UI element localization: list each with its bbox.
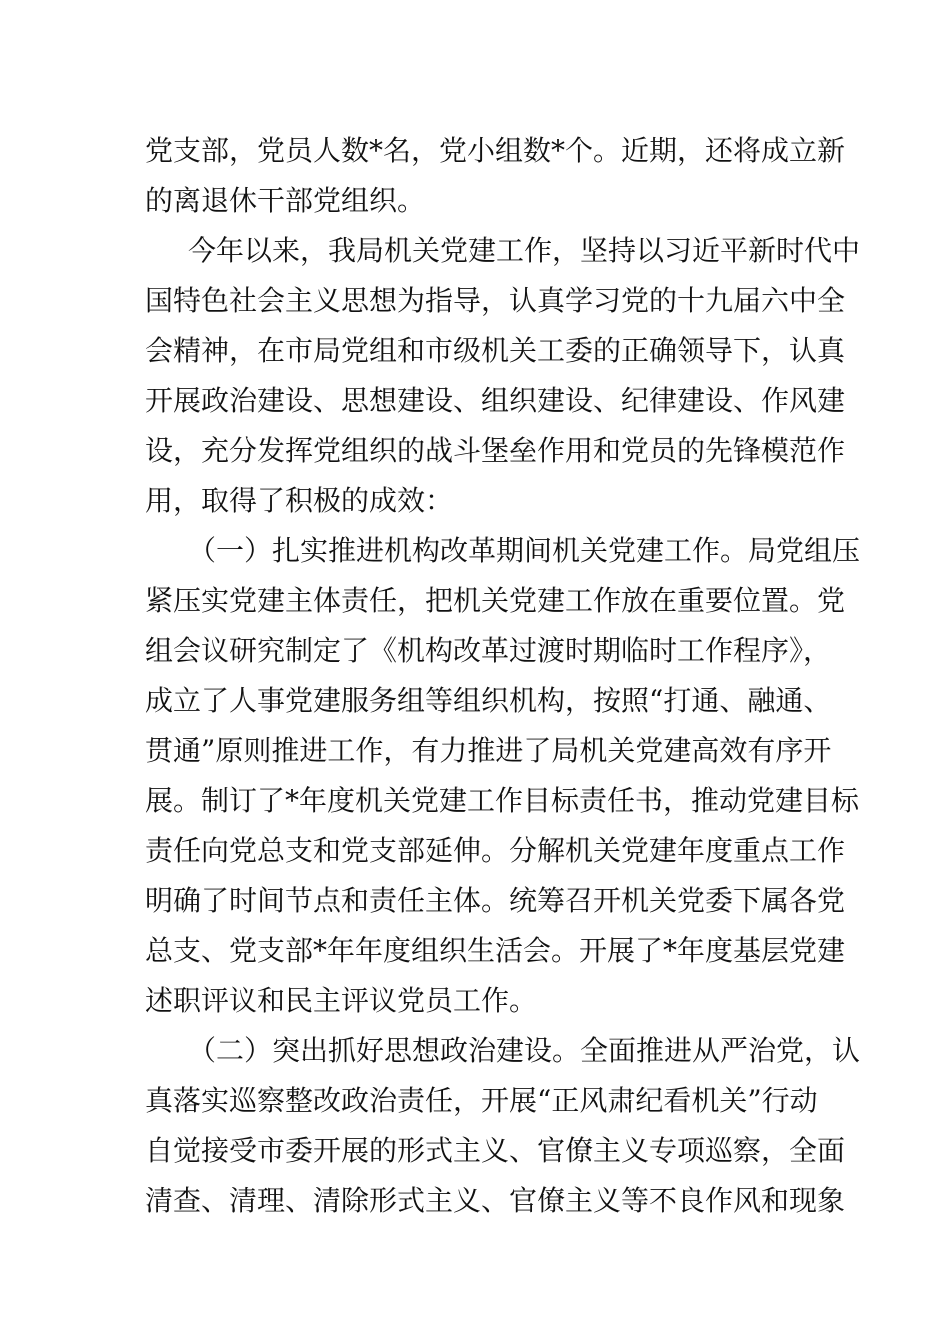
text-line-11: 组会议研究制定了《机构改革过渡时期临时工作程序》， (145, 634, 832, 667)
text-line-22: 清查、清理、清除形式主义、官僚主义等不良作风和现象 (145, 1184, 846, 1217)
text-line-15: 责任向党总支和党支部延伸。分解机关党建年度重点工作 (145, 834, 846, 867)
text-line-16: 明确了时间节点和责任主体。统筹召开机关党委下属各党 (145, 884, 846, 917)
text-line-18: 述职评议和民主评议党员工作。 (145, 984, 538, 1017)
text-line-17: 总支、党支部*年年度组织生活会。开展了*年度基层党建 (145, 934, 846, 967)
text-line-20: 真落实巡察整改政治责任，开展“正风肃纪看机关”行动 (145, 1084, 818, 1117)
text-line-2: 的离退休干部党组织。 (145, 184, 426, 217)
text-line-6: 开展政治建设、思想建设、组织建设、纪律建设、作风建 (145, 384, 846, 417)
text-line-8: 用，取得了积极的成效： (145, 484, 454, 517)
text-line-19: （二）突出抓好思想政治建设。全面推进从严治党，认 (188, 1034, 861, 1067)
text-line-1: 党支部，党员人数*名，党小组数*个。近期，还将成立新 (145, 134, 846, 167)
text-line-10: 紧压实党建主体责任，把机关党建工作放在重要位置。党 (145, 584, 846, 617)
text-line-3: 今年以来，我局机关党建工作，坚持以习近平新时代中 (188, 234, 861, 267)
text-line-21: 自觉接受市委开展的形式主义、官僚主义专项巡察，全面 (145, 1134, 846, 1167)
text-line-12: 成立了人事党建服务组等组织机构，按照“打通、融通、 (145, 684, 832, 717)
text-line-4: 国特色社会主义思想为指导，认真学习党的十九届六中全 (145, 284, 846, 317)
text-line-13: 贯通”原则推进工作，有力推进了局机关党建高效有序开 (145, 734, 832, 767)
document-body (145, 126, 861, 1226)
text-line-7: 设，充分发挥党组织的战斗堡垒作用和党员的先锋模范作 (145, 434, 846, 467)
text-line-9: （一）扎实推进机构改革期间机关党建工作。局党组压 (188, 534, 861, 567)
text-line-14: 展。制订了*年度机关党建工作目标责任书，推动党建目标 (145, 784, 860, 817)
text-line-5: 会精神，在市局党组和市级机关工委的正确领导下，认真 (145, 334, 846, 367)
